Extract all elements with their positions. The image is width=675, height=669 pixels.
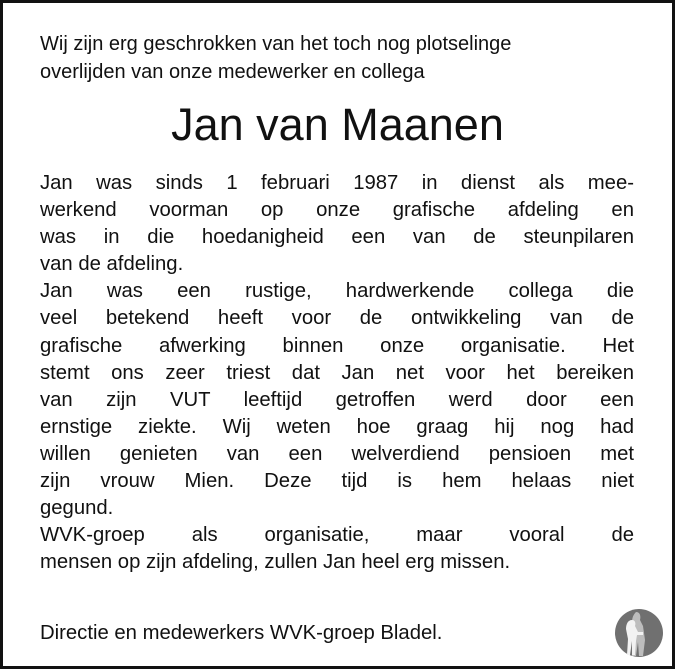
body-line: Jan was sinds 1 februari 1987 in dienst als mee- (40, 172, 634, 194)
body-line: van zijn VUT leeftijd getroffen werd door een (40, 388, 634, 411)
body-line: van de afdeling. (40, 253, 184, 276)
body-line: grafische afwerking binnen onze organisatie. Het (40, 334, 634, 357)
body-line: gegund. (40, 497, 114, 520)
body-line: stemt ons zeer triest dat Jan net voor het bereiken (40, 361, 634, 384)
signature: Directie en medewerkers WVK-groep Bladel. (40, 622, 443, 644)
body-line: zijn vrouw Mien. Deze tijd is hem helaas niet (40, 470, 634, 493)
intro-line: overlijden van onze medewerker en collega (40, 61, 425, 83)
intro-line: Wij zijn erg geschrokken van het toch nog plotselinge (40, 33, 512, 55)
body-line: veel betekend heeft voor de ontwikkeling van de (40, 307, 634, 330)
body-line: Jan was een rustige, hardwerkende collega die (40, 280, 634, 303)
deceased-name: Jan van Maanen (171, 99, 504, 150)
body-line: willen genieten van een welverdiend pensioen met (40, 442, 634, 465)
intro-text (40, 30, 511, 86)
embracing-figures-icon (614, 608, 664, 658)
body-line: was in die hoedanigheid een van de steunpilaren (40, 226, 634, 249)
body-line: WVK-groep als organisatie, maar vooral de (40, 524, 634, 547)
body-line: werkend voorman op onze grafische afdeling en (40, 199, 634, 222)
body-text (40, 170, 634, 576)
body-line: mensen op zijn afdeling, zullen Jan heel erg missen. (40, 551, 511, 574)
body-line: ernstige ziekte. Wij weten hoe graag hij nog had (40, 415, 634, 438)
